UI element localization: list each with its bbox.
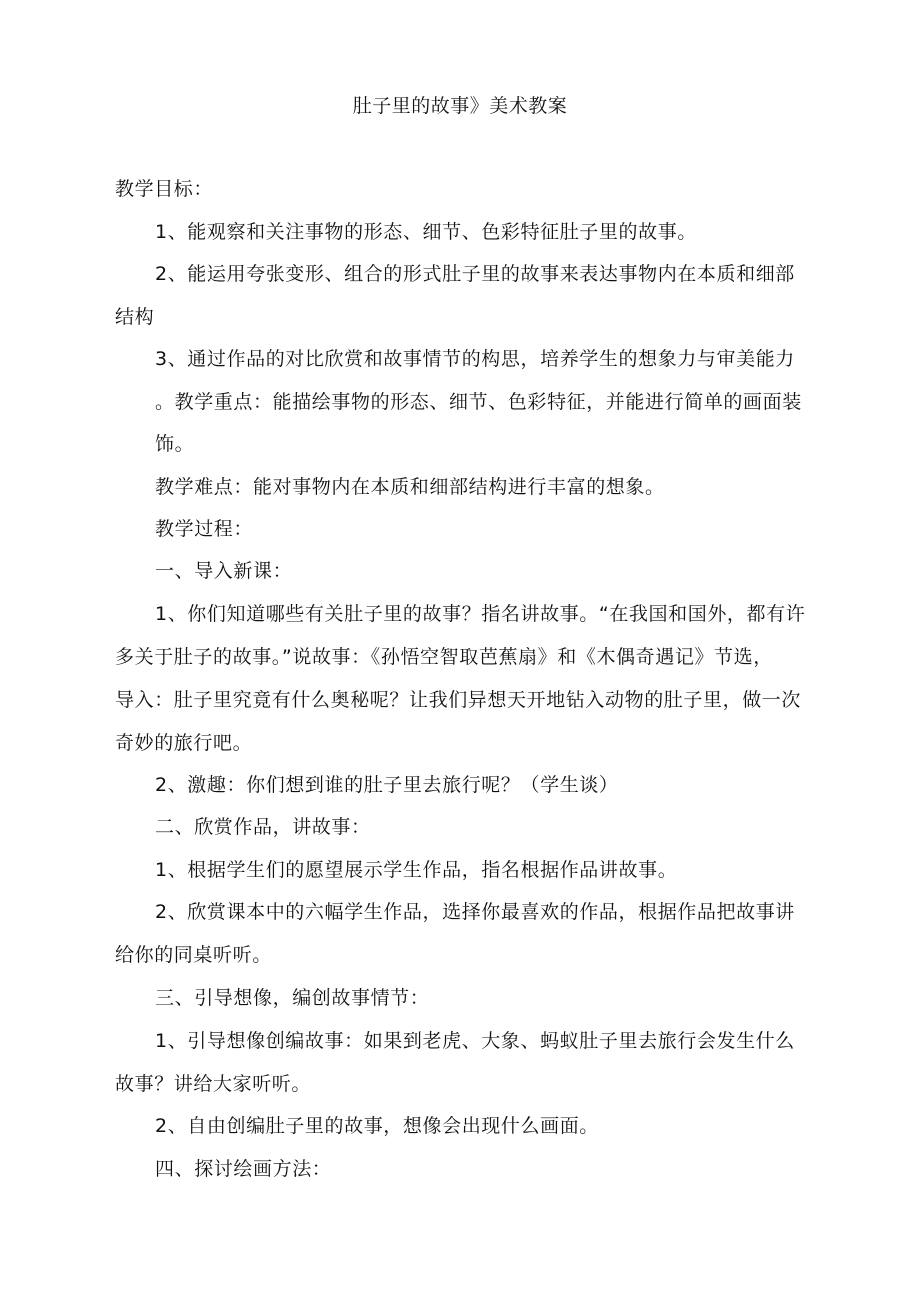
- paragraph-line: 1、你们知道哪些有关肚子里的故事？指名讲故事。“在我国和国外，都有许: [155, 603, 806, 625]
- paragraph-line: 奇妙的旅行吧。: [115, 732, 253, 754]
- paragraph-line: 2、能运用夸张变形、组合的形式肚子里的故事来表达事物内在本质和细部: [155, 263, 795, 285]
- paragraph-line: 。教学重点：能描绘事物的形态、细节、色彩特征，并能进行简单的画面装: [155, 391, 802, 413]
- paragraph-line: 导入：肚子里究竟有什么奥秘呢？让我们异想天开地钻入动物的肚子里，做一次: [115, 689, 802, 711]
- paragraph-line: 1、能观察和关注事物的形态、细节、色彩特征肚子里的故事。: [155, 221, 697, 243]
- section-heading-objectives: 教学目标：: [115, 178, 214, 200]
- paragraph-line: 1、根据学生们的愿望展示学生作品，指名根据作品讲故事。: [155, 859, 678, 881]
- section-heading-imagination: 三、引导想像，编创故事情节：: [155, 987, 430, 1009]
- section-heading-intro: 一、导入新课：: [155, 560, 293, 582]
- paragraph-line: 饰。: [155, 433, 195, 455]
- paragraph-line: 2、欣赏课本中的六幅学生作品，选择你最喜欢的作品，根据作品把故事讲: [155, 901, 795, 923]
- paragraph-line: 3、通过作品的对比欣赏和故事情节的构思，培养学生的想象力与审美能力: [155, 348, 795, 370]
- section-heading-appreciation: 二、欣赏作品，讲故事：: [155, 816, 371, 838]
- paragraph-line: 多关于肚子的故事。”说故事：《孙悟空智取芭蕉扇》和《木偶奇遇记》节选，: [115, 646, 773, 668]
- paragraph-line: 结构: [115, 306, 155, 328]
- paragraph-line: 教学难点：能对事物内在本质和细部结构进行丰富的想象。: [155, 476, 665, 498]
- paragraph-line: 给你的同桌听听。: [115, 944, 272, 966]
- paragraph-line: 1、引导想像创编故事：如果到老虎、大象、蚂蚁肚子里去旅行会发生什么: [155, 1030, 795, 1052]
- section-heading-methods: 四、探讨绘画方法：: [155, 1158, 332, 1180]
- document-title: 肚子里的故事》美术教案: [352, 95, 568, 117]
- section-heading-process: 教学过程：: [155, 518, 254, 540]
- paragraph-line: 2、自由创编肚子里的故事，想像会出现什么画面。: [155, 1115, 599, 1137]
- paragraph-line: 故事？讲给大家听听。: [115, 1073, 312, 1095]
- paragraph-line: 2、激趣：你们想到谁的肚子里去旅行呢？（学生谈）: [155, 774, 619, 796]
